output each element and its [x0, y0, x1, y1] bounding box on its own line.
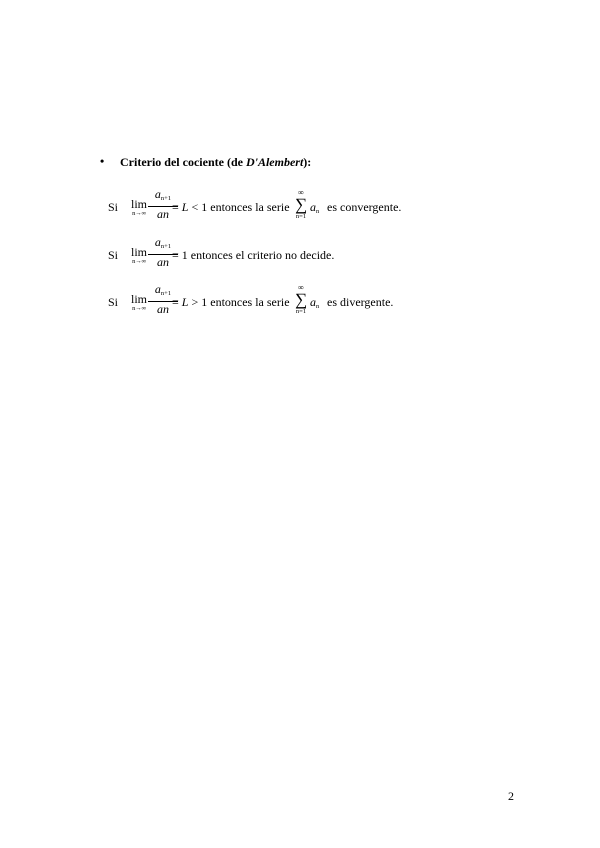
sigma-icon: ∑	[294, 290, 308, 309]
limit-operator	[128, 293, 150, 313]
series-summation	[293, 283, 309, 316]
sum-upper: ∞	[298, 188, 304, 197]
term-subscript: n	[316, 303, 320, 310]
sum-lower: n=1	[295, 308, 307, 315]
undecided-text: = 1 entonces el criterio no decide.	[172, 248, 335, 262]
fraction-denominator: an	[157, 207, 169, 221]
result-text: es divergente.	[327, 295, 394, 309]
term-base: a	[310, 295, 316, 309]
lim-word: lim	[130, 197, 147, 211]
numerator-base: a	[154, 282, 161, 296]
limit-L: L	[181, 295, 189, 309]
heading-name: D'Alembert	[245, 155, 304, 169]
series-term	[310, 200, 319, 215]
si-label: Si	[108, 200, 119, 214]
comparison-text: < 1 entonces la serie	[188, 200, 290, 214]
fraction-denominator: an	[157, 255, 169, 269]
lim-word: lim	[130, 292, 147, 306]
sigma-icon: ∑	[294, 195, 308, 214]
heading-text	[120, 155, 311, 170]
condition-text	[172, 295, 290, 310]
numerator-base: a	[154, 235, 161, 249]
series-summation	[293, 188, 309, 221]
term-subscript: n	[316, 208, 320, 215]
numerator-base: a	[154, 187, 161, 201]
si-label: Si	[108, 248, 119, 262]
condition-text	[172, 200, 290, 215]
limit-operator	[128, 198, 150, 218]
numerator-subscript: n+1	[160, 195, 172, 202]
fraction-denominator: an	[157, 302, 169, 316]
equals-sign: =	[172, 295, 182, 309]
lim-subscript: n→∞	[132, 305, 146, 312]
lim-word: lim	[130, 245, 147, 259]
bullet-icon: •	[100, 154, 105, 168]
series-term	[310, 295, 319, 310]
sum-lower: n=1	[295, 213, 307, 220]
page-number: 2	[508, 789, 514, 803]
result-text: es convergente.	[327, 200, 402, 214]
numerator-subscript: n+1	[160, 290, 172, 297]
limit-L: L	[181, 200, 189, 214]
comparison-text: > 1 entonces la serie	[188, 295, 290, 309]
limit-operator	[128, 246, 150, 266]
equals-sign: =	[172, 200, 182, 214]
numerator-subscript: n+1	[160, 243, 172, 250]
lim-subscript: n→∞	[132, 210, 146, 217]
term-base: a	[310, 200, 316, 214]
si-label: Si	[108, 295, 119, 309]
lim-subscript: n→∞	[132, 258, 146, 265]
sum-upper: ∞	[298, 283, 304, 292]
heading-suffix: ):	[303, 155, 312, 169]
heading-prefix: Criterio del cociente (de	[120, 155, 246, 169]
